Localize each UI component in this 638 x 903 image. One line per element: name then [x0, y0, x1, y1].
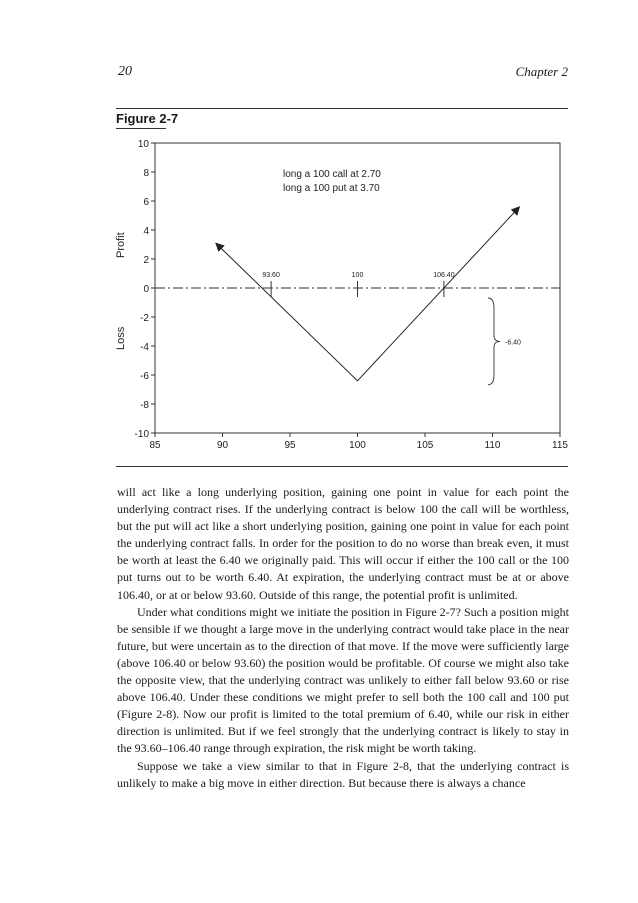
- y-label-profit: Profit: [115, 232, 127, 258]
- x-tick-label: 85: [149, 440, 161, 451]
- figure-bottom-rule: [116, 466, 568, 467]
- max-loss-label: -6.40: [505, 339, 521, 347]
- paragraph: Under what conditions might we initiate the position in Figure 2-7? Such a position might be sensible if we thought a large move in the underlying contract would take place in the near future, but were uncertain as to the direction of that move. If the move were sufficiently large (above 106.40 or below 93.60) the position would be profitable. Of course we might also take the opposite view, that the underlying contract was unlikely to either fall below 93.60 or rise above 106.40. Under these conditions we might prefer to sell both the 100 call and 100 put (Figure 2-8). Now our profit is limited to the total premium of 6.40, while our risk in either direction is unlimited. But if we feel strongly that the underlying contract is likely to stay in the 93.60–106.40 range through expiration, the risk might be worth taking.: [117, 604, 569, 756]
- figure-title: Figure 2-7: [116, 111, 179, 126]
- y-tick-label: 6: [143, 197, 149, 208]
- strike-label: 106.40: [433, 272, 455, 279]
- chapter-heading: Chapter 2: [515, 64, 568, 79]
- x-tick-label: 115: [552, 440, 568, 451]
- y-tick-label: -10: [134, 429, 149, 440]
- strike-label: 100: [351, 272, 364, 279]
- page-number: 20: [118, 64, 132, 79]
- payoff-line: [216, 207, 520, 381]
- y-tick-label: 8: [143, 168, 149, 179]
- x-tick-label: 105: [416, 440, 434, 451]
- legend-line-1: long a 100 call at 2.70: [283, 169, 381, 180]
- y-label-loss: Loss: [115, 326, 127, 350]
- loss-brace: [488, 298, 500, 385]
- y-tick-label: 0: [143, 284, 149, 295]
- x-tick-label: 100: [349, 440, 366, 451]
- y-tick-label: 10: [137, 139, 149, 150]
- chart-series: [216, 207, 520, 381]
- x-tick-label: 90: [216, 440, 229, 451]
- strike-label: 93.60: [262, 272, 280, 279]
- body-text: [117, 484, 569, 792]
- y-tick-label: -4: [140, 342, 149, 353]
- paragraph: Suppose we take a view similar to that in Figure 2-8, that the underlying contract is unlikely to make a big move in either direction. But because there is always a chance: [117, 758, 569, 790]
- x-tick-label: 110: [484, 440, 501, 451]
- chart-annotations: [262, 272, 521, 385]
- y-tick-label: 4: [143, 226, 149, 237]
- y-tick-label: -2: [140, 313, 149, 324]
- y-tick-label: -6: [140, 371, 149, 382]
- y-tick-label: 2: [143, 255, 149, 266]
- x-tick-label: 95: [284, 440, 296, 451]
- y-tick-label: -8: [140, 400, 149, 411]
- legend-line-2: long a 100 put at 3.70: [283, 183, 380, 194]
- paragraph: will act like a long underlying position, gaining one point in value for each point the underlying contract rises. If the underlying contract is below 100 the call will be worthless, but the put will act like a short underlying position, gaining one point in value for each point the underlying contract falls. In order for the position to do no worse than break even, it must be worth at least the 6.40 we originally paid. This will occur if either the 100 call or the 100 put turns out to be worth 6.40. At expiration, the underlying contract must be at or above 106.40, or at or below 93.60. Outside of this range, the potential profit is unlimited.: [117, 485, 569, 602]
